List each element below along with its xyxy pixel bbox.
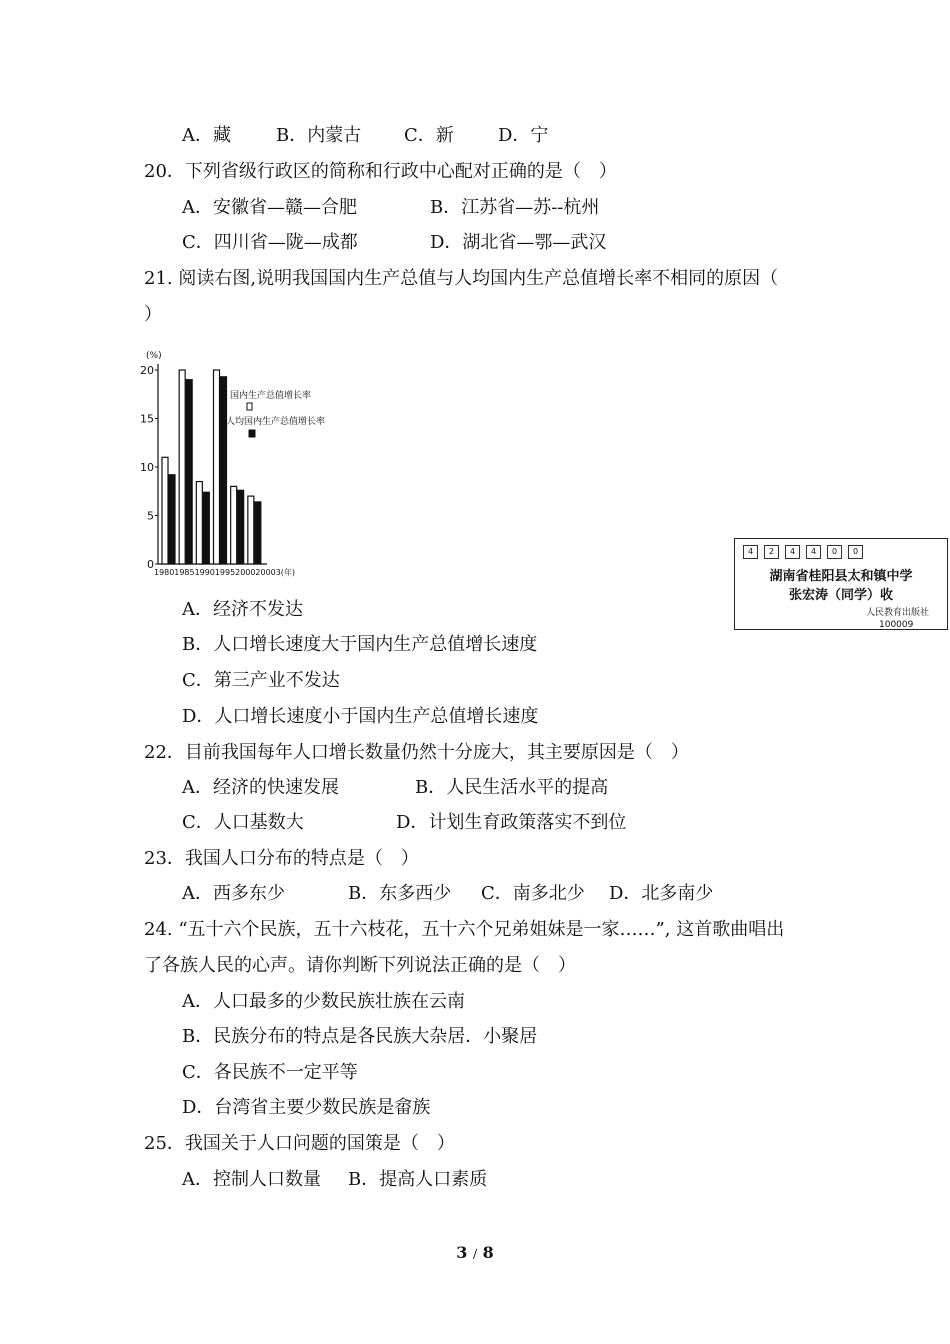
legend-swatch-gdp-growth bbox=[247, 403, 252, 410]
bar-gdp-growth-1980 bbox=[162, 457, 168, 564]
legend-label-per-capita-gdp-growth: 人均国内生产总值增长率 bbox=[226, 417, 326, 427]
postcode-boxes bbox=[743, 545, 863, 559]
recipient-address: 湖南省桂阳县太和镇中学 bbox=[769, 569, 913, 584]
sender-name: 人民教育出版社 bbox=[865, 608, 929, 618]
q23-stem: 23．我国人口分布的特点是（ ） bbox=[144, 848, 419, 869]
bar-gdp-growth-2003 bbox=[248, 496, 254, 564]
q21-stem-line1: 21. 阅读右图,说明我国国内生产总值与人均国内生产总值增长率不相同的原因（ bbox=[144, 268, 779, 289]
q21-option-a: A．经济不发达 bbox=[182, 599, 303, 620]
q20-stem: 20．下列省级行政区的简称和行政中心配对正确的是（ ） bbox=[144, 161, 617, 182]
legend-label-gdp-growth: 国内生产总值增长率 bbox=[230, 391, 312, 401]
q23-option-b: B．东多西少 bbox=[348, 883, 452, 904]
bar-per-capita-gdp-growth-1985 bbox=[186, 380, 192, 564]
q23-option-c: C．南多北少 bbox=[481, 883, 585, 904]
postcode-digit: 0 bbox=[848, 545, 863, 559]
postcode-digit: 4 bbox=[743, 545, 758, 559]
q25-stem: 25．我国关于人口问题的国策是（ ） bbox=[144, 1133, 455, 1154]
x-tick-labels: 1980198519901995200020003(年) bbox=[154, 568, 296, 577]
legend-swatch-per-capita-gdp-growth bbox=[249, 430, 255, 437]
q19-option-d: D．宁 bbox=[498, 125, 549, 146]
y-tick-label: 20 bbox=[140, 364, 154, 377]
bar-per-capita-gdp-growth-1995 bbox=[221, 377, 227, 564]
q20-option-b: B．江苏省—苏--杭州 bbox=[430, 197, 600, 218]
y-tick-label: 5 bbox=[147, 509, 154, 523]
q24-stem-line2: 了各族人民的心声。请你判断下列说法正确的是（ ） bbox=[144, 955, 576, 976]
y-tick-label: 0 bbox=[147, 558, 154, 571]
q21-stem-line2: ） bbox=[144, 304, 162, 325]
q20-option-d: D．湖北省—鄂—武汉 bbox=[430, 232, 607, 253]
q25-option-b: B．提高人口素质 bbox=[348, 1169, 488, 1190]
postcode-digit: 4 bbox=[806, 545, 821, 559]
q24-option-c: C．各民族不一定平等 bbox=[182, 1062, 358, 1083]
postcode-digit: 0 bbox=[827, 545, 842, 559]
bar-gdp-growth-2000 bbox=[231, 486, 237, 564]
postcode-digit: 4 bbox=[785, 545, 800, 559]
bar-gdp-growth-1995 bbox=[214, 370, 220, 564]
q25-option-a: A．控制人口数量 bbox=[182, 1169, 321, 1190]
q19-option-c: C．新 bbox=[404, 125, 454, 146]
current-page: 3 bbox=[456, 1243, 468, 1262]
page-number bbox=[0, 1243, 950, 1262]
page-separator: / bbox=[472, 1247, 478, 1261]
y-tick-label: 10 bbox=[140, 461, 154, 474]
q23-option-d: D．北多南少 bbox=[609, 883, 714, 904]
q24-option-a: A．人口最多的少数民族壮族在云南 bbox=[182, 991, 465, 1012]
q22-option-d: D．计划生育政策落实不到位 bbox=[396, 812, 627, 833]
q20-option-a: A．安徽省—赣—合肥 bbox=[182, 197, 357, 218]
bar-per-capita-gdp-growth-1980 bbox=[169, 475, 175, 564]
postcode-digit: 2 bbox=[764, 545, 779, 559]
q22-option-c: C．人口基数大 bbox=[182, 812, 304, 833]
q22-option-b: B．人民生活水平的提高 bbox=[415, 777, 609, 798]
chart-y-axis-label: (%) bbox=[146, 351, 162, 361]
bar-per-capita-gdp-growth-1990 bbox=[203, 492, 209, 564]
bar-per-capita-gdp-growth-2003 bbox=[255, 502, 261, 564]
total-pages: 8 bbox=[482, 1243, 494, 1262]
q21-option-b: B．人口增长速度大于国内生产总值增长速度 bbox=[182, 634, 538, 655]
q23-option-a: A．西多东少 bbox=[182, 883, 285, 904]
bar-gdp-growth-1990 bbox=[196, 482, 202, 564]
q22-stem: 22．目前我国每年人口增长数量仍然十分庞大，其主要原因是（ ） bbox=[144, 742, 689, 763]
gdp-growth-bar-chart bbox=[140, 346, 360, 578]
q19-option-a: A．藏 bbox=[182, 125, 231, 146]
q21-option-d: D．人口增长速度小于国内生产总值增长速度 bbox=[182, 706, 539, 727]
q22-option-a: A．经济的快速发展 bbox=[182, 777, 339, 798]
q19-option-b: B．内蒙古 bbox=[276, 125, 362, 146]
address-label bbox=[734, 538, 948, 630]
y-tick-label: 15 bbox=[140, 412, 154, 426]
bar-gdp-growth-1985 bbox=[179, 370, 185, 564]
sender-postcode: 100009 bbox=[879, 620, 914, 630]
q24-option-b: B．民族分布的特点是各民族大杂居．小聚居 bbox=[182, 1026, 538, 1047]
bar-per-capita-gdp-growth-2000 bbox=[238, 490, 244, 564]
q24-stem-line1: 24. “五十六个民族，五十六枝花，五十六个兄弟姐妹是一家……”, 这首歌曲唱出 bbox=[144, 919, 785, 940]
q21-option-c: C．第三产业不发达 bbox=[182, 670, 340, 691]
recipient-name: 张宏涛（同学）收 bbox=[788, 588, 893, 603]
q24-option-d: D．台湾省主要少数民族是畲族 bbox=[182, 1097, 431, 1118]
q20-option-c: C．四川省—陇—成都 bbox=[182, 232, 358, 253]
